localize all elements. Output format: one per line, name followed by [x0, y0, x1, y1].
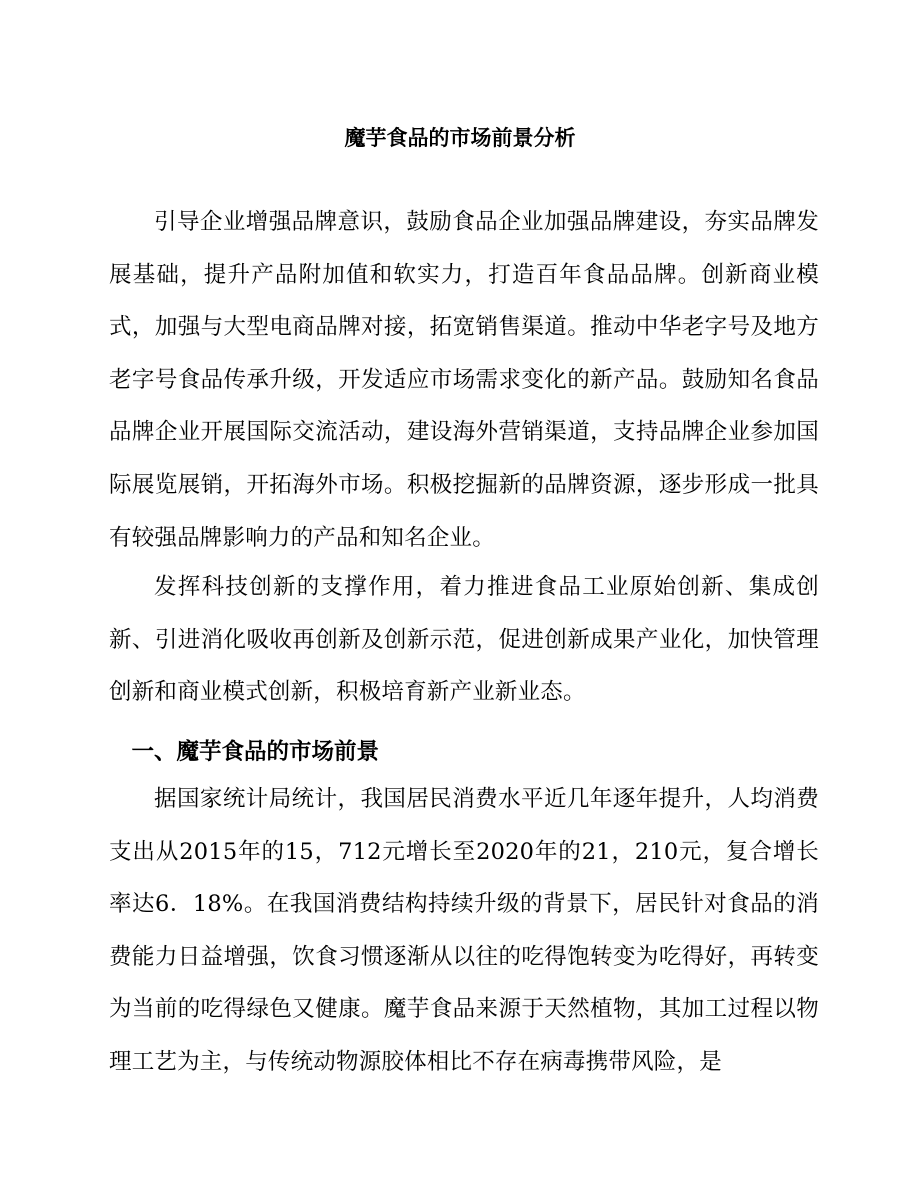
paragraph-tech-innovation: 发挥科技创新的支撑作用，着力推进食品工业原始创新、集成创新、引进消化吸收再创新及创新示范，促进创新成果产业化，加快管理创新和商业模式创新，积极培育新产业新业态。: [109, 574, 819, 706]
document-title: 魔芋食品的市场前景分析: [344, 125, 576, 150]
section-heading: 一、魔芋食品的市场前景: [131, 739, 380, 765]
paragraph-market-outlook: 据国家统计局统计，我国居民消费水平近几年逐年提升，人均消费支出从2015年的15，712元增长至2020年的21，210元，复合增长率达6．18%。在我国消费结构持续升级的背景下，居民针对食品的消费能力日益增强，饮食习惯逐渐从以往的吃得饱转变为吃得好，再转变为当前的吃得绿色又健康。魔芋食品来源于天然植物，其加工过程以物理工艺为主，与传统动物源胶体相比不存在病毒携带风险，是: [109, 786, 819, 1075]
paragraph-brand-building: 引导企业增强品牌意识，鼓励食品企业加强品牌建设，夯实品牌发展基础，提升产品附加值和软实力，打造百年食品品牌。创新商业模式，加强与大型电商品牌对接，拓宽销售渠道。推动中华老字号及地方老字号食品传承升级，开发适应市场需求变化的新产品。鼓励知名食品品牌企业开展国际交流活动，建设海外营销渠道，支持品牌企业参加国际展览展销，开拓海外市场。积极挖掘新的品牌资源，逐步形成一批具有较强品牌影响力的产品和知名企业。: [109, 209, 819, 551]
